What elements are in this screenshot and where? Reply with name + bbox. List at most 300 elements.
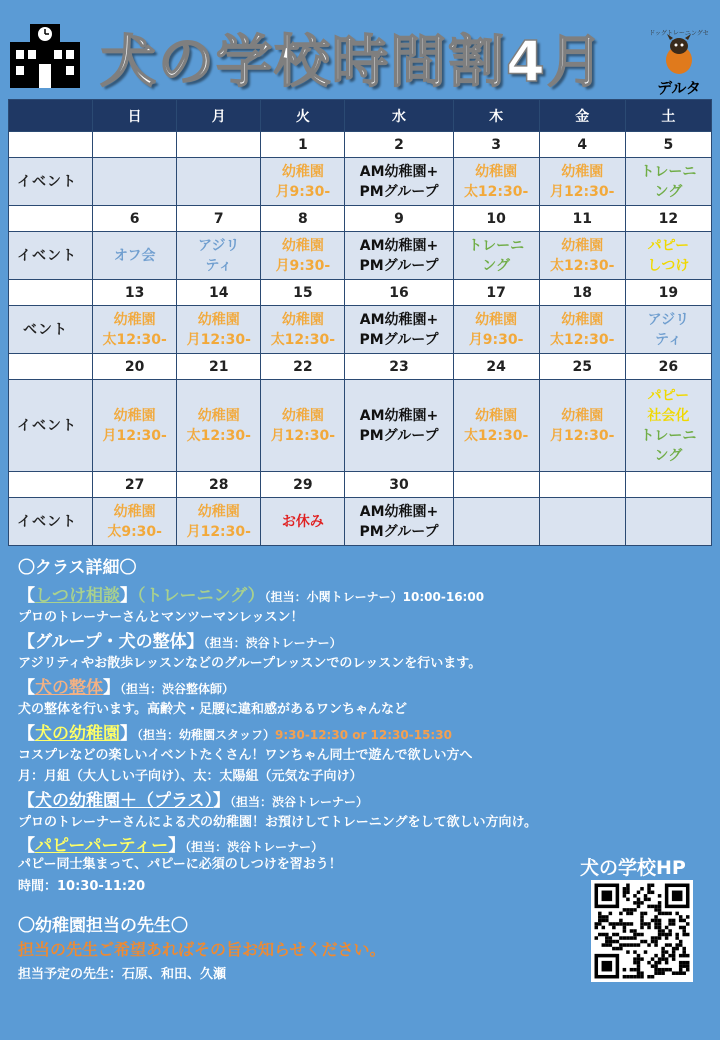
event-text: 月9:30- (468, 331, 524, 348)
event-text: ティ (205, 257, 233, 274)
qr-module (623, 926, 627, 930)
qr-module (633, 901, 637, 905)
bracket-open: 【 (18, 678, 35, 698)
event-text: 太9:30- (107, 523, 162, 540)
qr-module (616, 933, 620, 937)
qr-module (682, 971, 686, 975)
schedule-calendar (8, 99, 712, 546)
date-cell: 9 (345, 206, 453, 232)
qr-module (633, 933, 637, 937)
qr-module (654, 971, 658, 975)
weekday-header-row (9, 100, 712, 132)
date-cell: 4 (539, 132, 625, 158)
event-text: AM幼稚園+ (359, 311, 439, 328)
qr-module (654, 915, 658, 919)
shitsuke-title (18, 581, 484, 606)
qr-module (665, 957, 669, 961)
qr-module (658, 926, 662, 930)
event-cell (177, 158, 261, 206)
event-cell (625, 498, 711, 546)
qr-module (644, 922, 648, 926)
event-cell (625, 380, 711, 472)
qr-module (661, 950, 665, 954)
qr-module (658, 905, 662, 909)
event-text: トレーニ (640, 427, 697, 444)
event-text: AM幼稚園+ (359, 237, 439, 254)
shitsuke-name: しつけ相談 (35, 586, 120, 606)
event-text: 月9:30- (275, 183, 331, 200)
bracket-close: 】 (103, 678, 120, 698)
youchien-title (18, 719, 452, 744)
teacher-list: 担当予定の先生：石原、和田、久瀬 (18, 967, 227, 982)
date-cell: 2 (345, 132, 453, 158)
qr-module (675, 971, 679, 975)
event-cell (453, 158, 539, 206)
label-spacer-cell (9, 206, 93, 232)
qr-module (651, 919, 655, 923)
qr-module (661, 954, 665, 958)
event-text: トレーニ (468, 237, 525, 254)
qr-module (598, 922, 602, 926)
event-text: PMグループ (359, 427, 439, 444)
qr-module (686, 964, 690, 968)
qr-module (661, 971, 665, 975)
event-cell (625, 158, 711, 206)
event-text: 月9:30- (275, 257, 331, 274)
qr-module (619, 919, 623, 923)
qr-module (626, 936, 630, 940)
bracket-open: 【 (18, 791, 35, 811)
qr-module (672, 891, 683, 902)
qr-module (612, 926, 616, 930)
bracket-close: 】 (120, 586, 137, 606)
date-cell: 6 (93, 206, 177, 232)
event-text: 幼稚園 (281, 237, 324, 254)
date-cell: 13 (93, 280, 177, 306)
qr-module (658, 901, 662, 905)
shitsuke-desc: プロのトレーナーさんとマンツーマンレッスン！ (18, 610, 304, 625)
bracket-close: 】 (168, 836, 186, 856)
event-text: ング (654, 447, 683, 464)
date-cell: 29 (261, 472, 345, 498)
qr-module (619, 912, 623, 916)
qr-module (605, 933, 609, 937)
qr-module (665, 950, 669, 954)
event-text: お休み (281, 513, 324, 530)
label-spacer-cell (9, 132, 93, 158)
label-spacer-cell (9, 472, 93, 498)
date-cell: 18 (539, 280, 625, 306)
qr-module (595, 922, 599, 926)
event-cell (539, 158, 625, 206)
qr-module (626, 891, 630, 895)
event-text: 幼稚園 (561, 407, 604, 424)
qr-module (651, 905, 655, 909)
qr-module (647, 922, 651, 926)
teacher-heading: 〇幼稚園担当の先生〇 (18, 916, 188, 936)
event-text: 幼稚園 (561, 163, 604, 180)
event-text: 幼稚園 (113, 503, 156, 520)
event-text: 太12:30- (550, 331, 615, 348)
qr-module (605, 943, 609, 947)
qr-module (647, 961, 651, 965)
qr-module (605, 915, 609, 919)
qr-module (661, 933, 665, 937)
qr-module (605, 936, 609, 940)
qr-module (637, 891, 641, 895)
seitai-name: 犬の整体 (35, 678, 103, 698)
event-cell (345, 306, 453, 354)
qr-module (658, 971, 662, 975)
youchien-time: 9:30-12:30 or 12:30-15:30 (275, 728, 452, 742)
event-text: 太12:30- (186, 427, 251, 444)
qr-module (630, 908, 634, 912)
qr-module (668, 919, 672, 923)
qr-module (630, 929, 634, 933)
date-cell: 12 (625, 206, 711, 232)
qr-module (679, 954, 683, 958)
event-row (9, 498, 712, 546)
qr-module (682, 947, 686, 951)
qr-module (630, 922, 634, 926)
qr-module (647, 905, 651, 909)
qr-module (651, 884, 655, 888)
event-text: 幼稚園 (197, 311, 240, 328)
qr-module (647, 898, 651, 902)
qr-module (640, 940, 644, 944)
qr-module (609, 943, 613, 947)
date-cell (539, 472, 625, 498)
qr-module (665, 961, 669, 965)
date-cell: 15 (261, 280, 345, 306)
qr-module (595, 926, 599, 930)
plus-desc: プロのトレーナーさんによる犬の幼稚園！お預けしてトレーニングをして欲しい方向け。 (18, 815, 537, 830)
qr-module (637, 933, 641, 937)
plus-staff: （担当：渋谷トレーナー） (230, 795, 369, 809)
qr-module (633, 936, 637, 940)
qr-module (623, 943, 627, 947)
event-text: 月12:30- (550, 427, 615, 444)
event-text: 幼稚園 (281, 311, 324, 328)
qr-module (672, 957, 676, 961)
event-cell (93, 158, 177, 206)
event-cell (261, 498, 345, 546)
event-text: トレーニ (640, 163, 697, 180)
qr-module (658, 957, 662, 961)
date-cell: 28 (177, 472, 261, 498)
day-wed: 水 (345, 100, 453, 132)
qr-module (665, 936, 669, 940)
qr-module (644, 950, 648, 954)
youchien-staff: （担当：幼稚園スタッフ） (137, 728, 276, 742)
date-cell: 1 (261, 132, 345, 158)
school-hp-label: 犬の学校HP (580, 857, 686, 879)
youchien-name: 犬の幼稚園 (35, 724, 120, 744)
qr-module (637, 961, 641, 965)
qr-module (647, 891, 651, 895)
qr-module (619, 943, 623, 947)
date-cell: 17 (453, 280, 539, 306)
date-cell: 20 (93, 354, 177, 380)
qr-module (598, 933, 602, 937)
qr-module (654, 908, 658, 912)
event-cell (261, 158, 345, 206)
event-text: 社会化 (647, 407, 690, 424)
event-text: アジリ (198, 237, 240, 254)
date-cell: 8 (261, 206, 345, 232)
date-cell: 26 (625, 354, 711, 380)
page-title: 犬の学校時間割4月 (100, 30, 605, 95)
qr-module (626, 975, 630, 979)
event-cell (261, 306, 345, 354)
event-text: 幼稚園 (281, 163, 324, 180)
qr-module (668, 943, 672, 947)
qr-module (651, 964, 655, 968)
bracket-open: 【 (18, 586, 35, 606)
qr-module (665, 912, 669, 916)
qr-module (679, 940, 683, 944)
qr-module (602, 891, 613, 902)
qr-module (665, 968, 669, 972)
qr-module (612, 940, 616, 944)
qr-module (658, 919, 662, 923)
qr-module (609, 936, 613, 940)
youchien-desc: コスプレなどの楽しいイベントたくさん！ワンちゃん同士で遊んで欲しい方へ (18, 748, 473, 763)
event-text: PMグループ (359, 331, 439, 348)
qr-module (602, 943, 606, 947)
day-fri: 金 (539, 100, 625, 132)
qr-module (658, 961, 662, 965)
shitsuke-sub: （トレーニング） (137, 586, 265, 606)
date-cell (453, 472, 539, 498)
event-row-label: イベント (9, 158, 93, 206)
qr-module (682, 961, 686, 965)
qr-module (623, 968, 627, 972)
event-cell (539, 306, 625, 354)
qr-module (679, 964, 683, 968)
qr-module (682, 964, 686, 968)
qr-module (686, 933, 690, 937)
date-cell: 5 (625, 132, 711, 158)
puppy-desc: パピー同士集まって、パピーに必須のしつけを習おう！ (18, 857, 342, 872)
event-row-label: イベント (9, 380, 93, 472)
qr-code[interactable] (591, 880, 693, 982)
qr-module (633, 894, 637, 898)
day-tue: 火 (261, 100, 345, 132)
event-text: PMグループ (359, 523, 439, 540)
qr-module (658, 929, 662, 933)
youchien-groups: 月：月組（大人しい子向け）、太：太陽組（元気な子向け） (18, 769, 363, 784)
qr-module (605, 940, 609, 944)
qr-module (630, 943, 634, 947)
qr-module (637, 905, 641, 909)
date-cell (93, 132, 177, 158)
qr-module (616, 947, 620, 951)
date-cell: 11 (539, 206, 625, 232)
qr-module (658, 933, 662, 937)
qr-module (644, 898, 648, 902)
date-cell: 23 (345, 354, 453, 380)
qr-module (633, 950, 637, 954)
qr-module (686, 968, 690, 972)
bracket-close: 】 (120, 724, 137, 744)
event-row (9, 306, 712, 354)
qr-module (658, 912, 662, 916)
qr-module (668, 968, 672, 972)
qr-module (623, 894, 627, 898)
seitai-title (18, 673, 234, 698)
qr-module (658, 894, 662, 898)
calendar-body (9, 132, 712, 546)
qr-module (668, 933, 672, 937)
event-cell (453, 306, 539, 354)
event-cell (177, 306, 261, 354)
event-text: 月12:30- (102, 427, 167, 444)
date-cell: 25 (539, 354, 625, 380)
qr-module (647, 884, 651, 888)
qr-module (661, 957, 665, 961)
qr-module (682, 954, 686, 958)
qr-module (644, 912, 648, 916)
date-row (9, 472, 712, 498)
qr-module (647, 926, 651, 930)
event-text: AM幼稚園+ (359, 503, 439, 520)
date-row (9, 354, 712, 380)
event-cell (625, 232, 711, 280)
date-cell: 7 (177, 206, 261, 232)
event-row (9, 158, 712, 206)
qr-module (623, 887, 627, 891)
event-text: 太12:30- (550, 257, 615, 274)
bracket-close: 】 (213, 791, 230, 811)
qr-module (637, 964, 641, 968)
qr-module (626, 943, 630, 947)
event-text: ング (654, 183, 683, 200)
qr-module (675, 933, 679, 937)
qr-module (668, 922, 672, 926)
qr-module (637, 971, 641, 975)
qr-module (647, 887, 651, 891)
bracket-open: 【 (18, 724, 35, 744)
qr-module (616, 940, 620, 944)
qr-module (665, 933, 669, 937)
event-text: PMグループ (359, 257, 439, 274)
date-cell: 24 (453, 354, 539, 380)
event-text: 幼稚園 (475, 407, 518, 424)
qr-module (633, 908, 637, 912)
qr-module (640, 926, 644, 930)
qr-module (633, 957, 637, 961)
date-cell (177, 132, 261, 158)
day-thu: 木 (453, 100, 539, 132)
event-text: ング (482, 257, 510, 274)
qr-module (658, 908, 662, 912)
qr-module (640, 915, 644, 919)
qr-module (637, 968, 641, 972)
qr-module (654, 968, 658, 972)
qr-module (651, 891, 655, 895)
event-text: AM幼稚園+ (359, 407, 439, 424)
event-text: ティ (654, 331, 682, 348)
seitai-desc: 犬の整体を行います。高齢犬・足腰に違和感があるワンちゃんなど (18, 702, 407, 717)
puppy-name: パピーパーティー (35, 836, 169, 856)
qr-module (623, 922, 627, 926)
qr-code-image (591, 880, 693, 982)
qr-module (630, 912, 634, 916)
qr-module (626, 908, 630, 912)
qr-module (672, 971, 676, 975)
event-text: 太12:30- (463, 427, 529, 444)
qr-module (651, 936, 655, 940)
event-text: PMグループ (359, 183, 439, 200)
event-text: 太12:30- (270, 331, 336, 348)
event-cell (93, 306, 177, 354)
qr-module (651, 975, 655, 979)
qr-module (672, 950, 676, 954)
event-text: パピー (647, 387, 690, 404)
event-cell (345, 498, 453, 546)
event-text: 幼稚園 (197, 407, 240, 424)
qr-module (619, 922, 623, 926)
qr-module (630, 936, 634, 940)
event-text: しつけ (647, 257, 690, 274)
qr-module (647, 943, 651, 947)
event-cell (453, 498, 539, 546)
qr-module (637, 975, 641, 979)
day-sun: 日 (93, 100, 177, 132)
event-cell (177, 498, 261, 546)
qr-module (682, 929, 686, 933)
day-mon: 月 (177, 100, 261, 132)
event-text: 幼稚園 (281, 407, 324, 424)
qr-module (679, 919, 683, 923)
qr-module (665, 943, 669, 947)
qr-module (644, 940, 648, 944)
event-cell (345, 232, 453, 280)
event-text: 太12:30- (463, 183, 529, 200)
qr-module (640, 957, 644, 961)
qr-module (686, 961, 690, 965)
qr-module (602, 926, 606, 930)
qr-module (640, 919, 644, 923)
event-cell (177, 232, 261, 280)
qr-module (598, 915, 602, 919)
seitai-staff: （担当：渋谷整体師） (120, 682, 235, 696)
qr-module (633, 975, 637, 979)
qr-module (679, 926, 683, 930)
event-text: 幼稚園 (475, 163, 518, 180)
event-text: 月12:30- (186, 331, 251, 348)
qr-module (623, 929, 627, 933)
qr-module (637, 954, 641, 958)
event-text: 幼稚園 (197, 503, 240, 520)
qr-module (602, 933, 606, 937)
qr-module (672, 919, 676, 923)
event-cell (625, 306, 711, 354)
qr-module (675, 947, 679, 951)
qr-module (595, 936, 599, 940)
teacher-notice: 担当の先生ご希望あればその旨お知らせください。 (18, 940, 386, 959)
qr-module (619, 936, 623, 940)
qr-module (640, 912, 644, 916)
event-cell (345, 158, 453, 206)
event-text: 幼稚園 (113, 311, 156, 328)
qr-module (623, 908, 627, 912)
label-spacer-cell (9, 280, 93, 306)
qr-module (679, 943, 683, 947)
qr-module (668, 912, 672, 916)
qr-module (612, 947, 616, 951)
